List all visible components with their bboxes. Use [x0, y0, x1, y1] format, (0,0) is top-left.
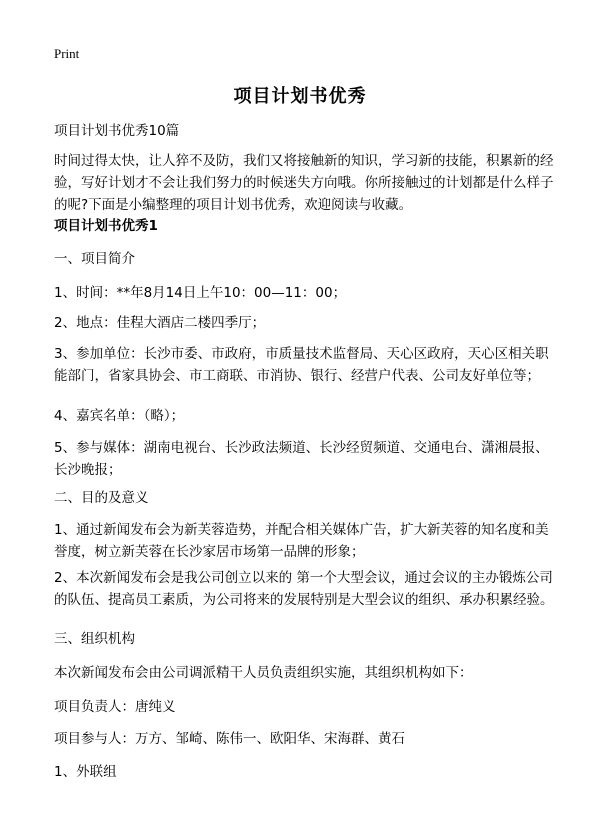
- section-heading: 项目计划书优秀1: [54, 218, 158, 234]
- purpose-item-1: 1、通过新闻发布会为新芙蓉造势，并配合相关媒体广告，扩大新芙蓉的知名度和美誉度，树立新芙蓉在长沙家居市场第一品牌的形象；: [54, 522, 549, 560]
- liaison-group: 1、外联组: [54, 764, 117, 780]
- subtitle: 项目计划书优秀10篇: [54, 123, 180, 139]
- item-guests: 4、嘉宾名单：（略）；: [54, 408, 185, 424]
- item-units: 3、参加单位：长沙市委、市政府，市质量技术监督局、天心区政府，天心区相关职能部门，省家具协会、市工商联、市消协、银行、经营户代表、公司友好单位等；: [54, 346, 549, 384]
- org-heading: 三、组织机构: [54, 631, 135, 647]
- project-leader: 项目负责人：唐纯义: [54, 699, 176, 715]
- item-place: 2、地点：佳程大酒店二楼四季厅；: [54, 315, 266, 331]
- item-time: 1、时间：**年8月14日上午10：00—11：00；: [54, 285, 347, 301]
- overview-heading: 一、项目简介: [54, 251, 135, 267]
- purpose-heading: 二、目的及意义: [54, 490, 149, 506]
- project-members: 项目参与人：万方、邹崎、陈伟一、欧阳华、宋海群、黄石: [54, 731, 405, 747]
- org-intro: 本次新闻发布会由公司调派精干人员负责组织实施，其组织机构如下：: [54, 665, 473, 681]
- intro-paragraph: 时间过得太快，让人猝不及防，我们又将接触新的知识，学习新的技能，积累新的经验，写好计划才不会让我们努力的时候迷失方向哦。你所接触过的计划都是什么样子的呢?下面是小编整理的项目计划书优秀，欢迎阅读与收藏。: [54, 153, 554, 213]
- purpose-item-2: 2、本次新闻发布会是我公司创立以来的 第一个大型会议，通过会议的主办锻炼公司的队伍、提高员工素质，为公司将来的发展特别是大型会议的组织、承办积累经验。: [54, 570, 554, 608]
- page-title: 项目计划书优秀: [233, 86, 367, 107]
- item-media: 5、参与媒体：湖南电视台、长沙政法频道、长沙经贸频道、交通电台、潇湘晨报、长沙晚报；: [54, 440, 549, 478]
- print-link[interactable]: Print: [54, 46, 80, 61]
